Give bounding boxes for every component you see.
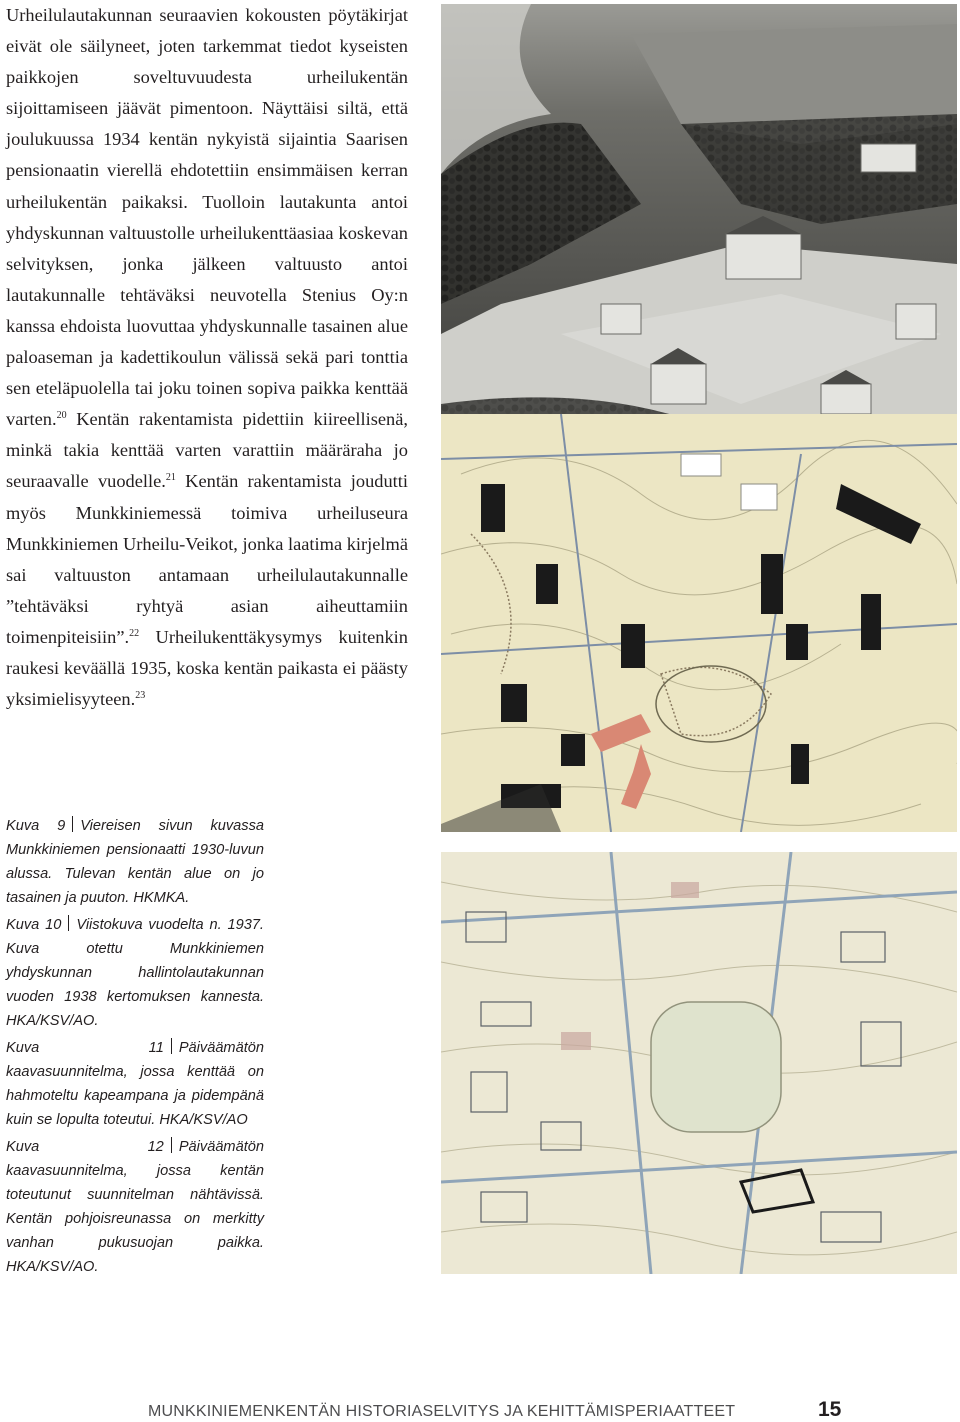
caption-separator bbox=[171, 1038, 172, 1054]
caption-label: Kuva 11 bbox=[6, 1040, 164, 1056]
caption-text: Päiväämätön kaavasuunnitelma, jossa kenttää on hahmoteltu kapeampana ja pidempänä kuin se lopulta toteutui. HKA/KSV/AO bbox=[6, 1040, 264, 1128]
caption-separator bbox=[72, 816, 73, 832]
caption-kuva-12 bbox=[6, 1135, 264, 1279]
aerial-photo bbox=[441, 4, 957, 438]
caption-separator bbox=[171, 1137, 172, 1153]
footer-title: MUNKKINIEMENKENTÄN HISTORIASELVITYS JA KEHITTÄMISPERIAATTEET bbox=[148, 1403, 736, 1420]
caption-label: Kuva 10 bbox=[6, 917, 62, 933]
body-paragraph bbox=[6, 0, 408, 715]
caption-label: Kuva 12 bbox=[6, 1139, 164, 1155]
body-text-3: Kentän rakentamista joudutti myös Munkkiniemessä toimiva urheiluseura Munkkiniemen Urheilu-Veikot, jonka laatima kirjelmä sai valtuuston antamaan urheilulautakunnalle ”tehtäväksi ryhtyä asian aiheuttamiin toimenpiteisiin”. bbox=[6, 471, 408, 647]
plan-map-graphic bbox=[441, 414, 957, 832]
caption-kuva-10 bbox=[6, 913, 264, 1033]
aerial-photo-graphic bbox=[441, 4, 957, 438]
caption-text: Viistokuva vuodelta n. 1937. Kuva otettu Munkkiniemen yhdyskunnan hallintolautakunnan vuoden 1938 kertomuksen kannesta. HKA/KSV/AO. bbox=[6, 917, 264, 1029]
caption-kuva-9 bbox=[6, 814, 264, 910]
body-text-4: Urheilukenttäkysymys kuitenkin raukesi keväällä 1935, koska kentän paikasta ei päästy yksimielisyyteen. bbox=[6, 626, 408, 710]
caption-kuva-11 bbox=[6, 1036, 264, 1132]
page-number: 15 bbox=[818, 1398, 842, 1421]
caption-separator bbox=[68, 915, 69, 931]
footnote-ref-22[interactable]: 22 bbox=[129, 627, 140, 639]
caption-text: Päiväämätön kaavasuunnitelma, jossa kentän toteutunut suunnitelman nähtävissä. Kentän pohjoisreunassa on merkitty vanhan pukusuojan paikka. HKA/KSV/AO. bbox=[6, 1139, 264, 1275]
caption-text: Viereisen sivun kuvassa Munkkiniemen pensionaatti 1930-luvun alussa. Tulevan kentän alue on jo tasainen ja puuton. HKMKA. bbox=[6, 818, 265, 906]
caption-label: Kuva 9 bbox=[6, 818, 66, 834]
plan-map-kuva-11 bbox=[441, 414, 957, 832]
body-text-2: Kentän rakentamista pidettiin kiireellisenä, minkä takia kenttää varten varattiin määräraha jo seuraavalle vuodelle. bbox=[6, 409, 408, 492]
footnote-ref-23[interactable]: 23 bbox=[135, 690, 146, 702]
plan-map-kuva-12 bbox=[441, 852, 957, 1274]
figure-captions bbox=[6, 814, 264, 1282]
footnote-ref-20[interactable]: 20 bbox=[56, 410, 67, 422]
body-text-1: Urheilulautakunnan seuraavien kokousten pöytäkirjat eivät ole säilyneet, joten tarkemmat tiedot kyseisten paikkojen soveltuvuudesta urheilukentän sijoittamiseen jäävät pimentoon. Näyttäisi siltä, että joulukuussa 1934 kentän nykyistä sijaintia Saarisen pensionaatin vierellä ehdotettiin ensimmäisen kerran urheilukentän paikaksi. Tuolloin lautakunta antoi yhdyskunnan valtuustolle urheilukenttäasiaa koskevan selvityksen, jonka jälkeen valtuusto antoi lautakunnalle tehtäväksi neuvotella Stenius Oy:n kanssa ehdoista luovuttaa yhdyskunnalle tasainen alue paloaseman ja kadettikoulun välissä sekä pari tonttia sen eteläpuolella tai joku toinen sopiva paikka kenttää varten. bbox=[6, 5, 408, 430]
footnote-ref-21[interactable]: 21 bbox=[165, 472, 176, 484]
plan-map-graphic bbox=[441, 852, 957, 1274]
